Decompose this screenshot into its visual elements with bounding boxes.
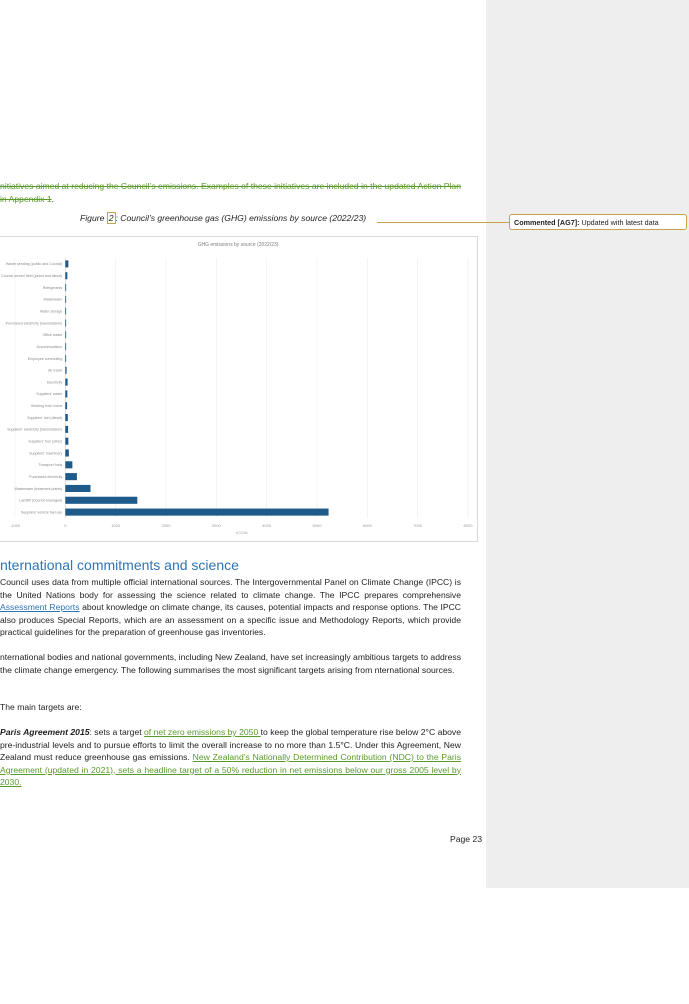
bar	[65, 461, 72, 468]
category-label: Waste sending (public and Council)	[5, 262, 63, 267]
figure-caption	[80, 213, 366, 223]
comments-margin-pane	[486, 0, 689, 888]
period: .	[51, 193, 54, 204]
inserted-text-ndc: New Zealand’s Nationally Determined Contribution (NDC) to the Paris Agreement (updated in 2021), sets a headline target of a 50% reduction in net emissions below our gross 2005 level by 2030.	[0, 752, 461, 787]
x-tick-label: 7000	[413, 523, 423, 528]
paragraph-main-targets: The main targets are:	[0, 702, 82, 712]
gridlines	[15, 258, 468, 518]
section-heading: nternational commitments and science	[0, 557, 239, 573]
paris-agreement-label: Paris Agreement 2015	[0, 727, 90, 737]
bar	[65, 473, 77, 480]
bar	[65, 497, 137, 504]
paragraph-paris-agreement	[0, 726, 461, 789]
category-label: Employee commuting	[27, 356, 63, 361]
bar	[65, 355, 66, 362]
x-tick-label: 2000	[161, 523, 171, 528]
category-label: Purchased electricity (transmission)	[5, 321, 63, 326]
category-label: Office waste	[42, 333, 63, 338]
deleted-text: nitiatives aimed at reducing the Council’s emissions. Examples of these initiatives are included in the updated Action Plan in Appendix 1	[0, 181, 461, 204]
category-label: Air travel	[48, 368, 63, 373]
bar	[65, 319, 66, 326]
bar	[65, 402, 67, 409]
x-tick-label: 5000	[312, 523, 322, 528]
x-tick-labels	[10, 523, 473, 528]
caption-text: : Council’s greenhouse gas (GHG) emissions by source (2022/23)	[115, 213, 367, 223]
category-label: Landfill (Council-managed)	[19, 498, 63, 503]
para4-text-a: : sets a target	[89, 727, 145, 737]
tracked-deleted-paragraph	[0, 180, 461, 205]
category-label: Suppliers' fuel (diesel)	[27, 415, 63, 420]
bar	[65, 308, 66, 315]
ghg-bar-chart	[0, 236, 478, 542]
para4-text-b: to keep the global temperature rise below 2°C above pre-industrial levels and to pursue efforts to limit the overall increase to no more than 1.5°C. Under this Agreement, New Zealand must reduce greenhouse gas emissions.	[0, 727, 461, 762]
category-label: Council-owned fleet (petrol and diesel)	[1, 274, 63, 279]
paragraph-ipcc	[0, 576, 461, 639]
x-tick-label: 1000	[111, 523, 121, 528]
category-label: Water storage	[39, 309, 63, 314]
bars	[65, 260, 328, 515]
bar	[65, 438, 68, 445]
bar	[65, 331, 66, 338]
comment-balloon[interactable]	[509, 214, 687, 230]
comment-author-label: Commented [AG7]:	[514, 218, 580, 227]
category-label: Accommodation	[36, 344, 63, 349]
category-label: Purchased electricity	[29, 474, 63, 479]
bar	[65, 367, 66, 374]
bar	[65, 426, 68, 433]
figure-number-commented[interactable]: 2	[108, 213, 114, 223]
bar	[65, 509, 328, 516]
category-label: Transport fuels	[38, 463, 63, 468]
x-tick-label: 0	[64, 523, 67, 528]
category-label: Wastewater	[43, 297, 63, 302]
page-number: Page 23	[450, 834, 483, 844]
x-tick-label: -1000	[9, 523, 21, 528]
bar	[65, 485, 90, 492]
bar	[65, 449, 69, 456]
category-label: Electricity	[46, 380, 63, 385]
para1-text-b: about knowledge on climate change, its causes, potential impacts and response options. The IPCC also produces Special Reports, which are an assessment on a specific issue and Methodology Reports, which provide practical guidelines for the preparation of greenhouse gas inventories.	[0, 602, 461, 637]
bar	[65, 414, 68, 421]
chart-title: GHG emissions by source (2022/23)	[197, 242, 279, 248]
category-label: Suppliers' waste	[36, 392, 63, 397]
bar	[65, 343, 66, 350]
paragraph-targets-intro: nternational bodies and national governments, including New Zealand, have set increasingly ambitious targets to address the climate change emergency. The following summarises the most significant targets arising from nternational sources.	[0, 652, 461, 675]
category-label: Wastewater (treatment plants)	[14, 486, 63, 491]
category-label: Suppliers' machinery	[29, 451, 63, 456]
para1-text-a: Council uses data from multiple official international sources. The Intergovernmental Panel on Climate Change (IPCC) is the United Nations body for assessing the science related to climate change. The IPCC prepares comprehensive	[0, 577, 461, 600]
x-tick-label: 6000	[362, 523, 372, 528]
category-label: Working from home	[31, 404, 63, 409]
caption-prefix: Figure	[80, 213, 107, 223]
x-tick-label: 8000	[463, 523, 473, 528]
comment-text: Updated with latest data	[579, 218, 659, 227]
category-label: Refrigerants	[42, 285, 63, 290]
category-label: Suppliers' electricity (transmission)	[7, 427, 63, 432]
x-axis-label: tCO2e	[236, 530, 248, 535]
bar	[65, 272, 67, 279]
category-label: Suppliers' vehicle fuel use	[20, 510, 63, 515]
assessment-reports-link[interactable]: Assessment Reports	[0, 602, 80, 612]
category-labels	[1, 262, 63, 514]
x-tick-label: 4000	[262, 523, 272, 528]
bar	[65, 379, 67, 386]
x-tick-label: 3000	[211, 523, 221, 528]
bar	[65, 284, 66, 291]
category-label: Suppliers' fuel (other)	[28, 439, 63, 444]
inserted-text-net-zero: of net zero emissions by 2050	[144, 727, 261, 737]
bar	[65, 260, 68, 267]
bar	[65, 390, 67, 397]
bar	[65, 296, 66, 303]
comment-connector-line	[377, 222, 510, 223]
